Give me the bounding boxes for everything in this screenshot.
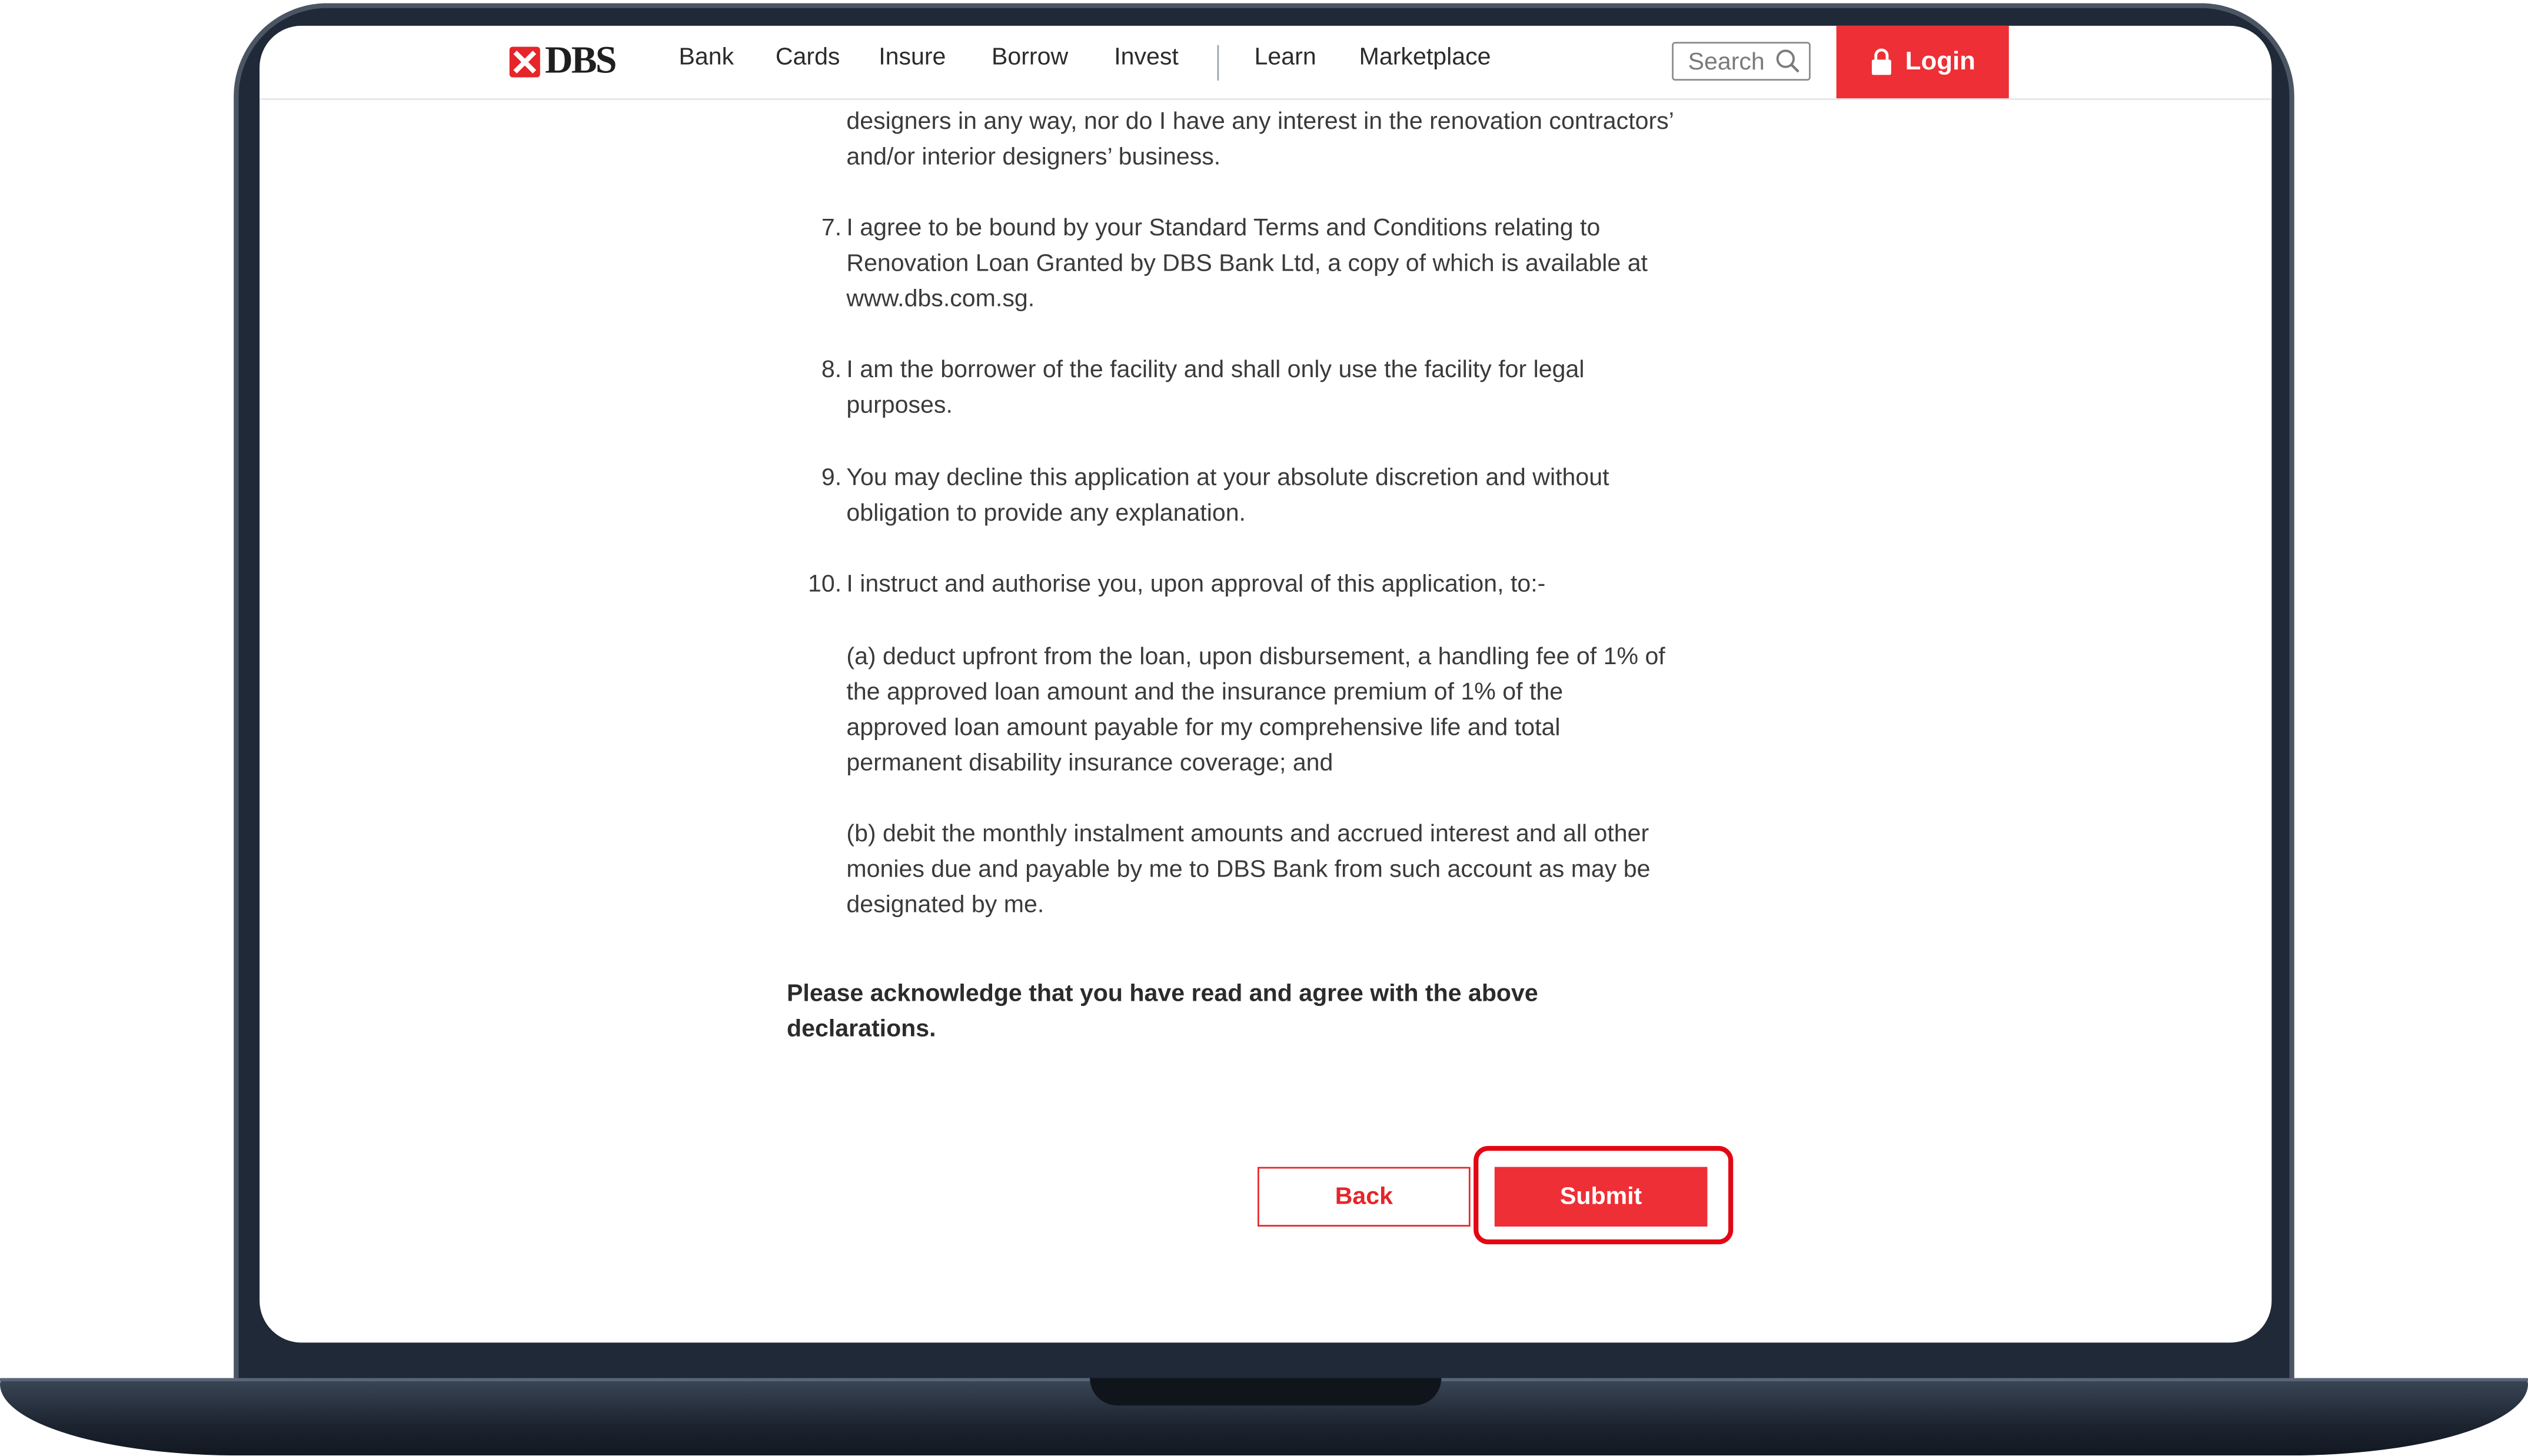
declaration-number: 10. (808, 570, 842, 598)
declarations-content (260, 26, 2271, 1342)
declaration-line: I instruct and authorise you, upon approval of this application, to:- (846, 570, 1546, 598)
acknowledgement-line: declarations. (787, 1015, 936, 1043)
declaration-line: approved loan amount payable for my comprehensive life and total (846, 714, 1561, 742)
search-icon (1775, 48, 1801, 74)
back-button-label: Back (1335, 1183, 1393, 1211)
nav-learn[interactable]: Learn (1254, 43, 1316, 71)
declaration-line: obligation to provide any explanation. (846, 499, 1246, 527)
declaration-line: (b) debit the monthly instalment amounts and accrued interest and all other (846, 820, 1649, 848)
lock-icon (1870, 48, 1892, 76)
nav-divider (1218, 45, 1219, 81)
declaration-line: You may decline this application at your absolute discretion and without (846, 464, 1609, 492)
declaration-line: designated by me. (846, 891, 1045, 919)
dbs-logo[interactable] (510, 42, 616, 81)
declaration-line: Renovation Loan Granted by DBS Bank Ltd, a copy of which is available at (846, 249, 1648, 278)
declaration-line: permanent disability insurance coverage; and (846, 749, 1333, 777)
declaration-line: and/or interior designers’ business. (846, 143, 1221, 171)
browser-screen (260, 26, 2271, 1342)
nav-bank[interactable]: Bank (678, 43, 734, 71)
declaration-line: I am the borrower of the facility and shall only use the facility for legal (846, 356, 1585, 384)
back-button[interactable] (1258, 1167, 1471, 1227)
declaration-line: designers in any way, nor do I have any interest in the renovation contractors’ (846, 108, 1674, 136)
nav-insure[interactable]: Insure (879, 43, 946, 71)
declaration-number: 8. (821, 356, 842, 384)
laptop-notch (1090, 1378, 1441, 1406)
site-header (260, 26, 2271, 100)
acknowledgement-text (787, 977, 1538, 1048)
login-button[interactable] (1837, 26, 2009, 98)
declaration-line: the approved loan amount and the insurance premium of 1% of the (846, 678, 1564, 707)
search-box[interactable] (1672, 42, 1811, 81)
nav-invest[interactable]: Invest (1114, 43, 1179, 71)
nav-borrow[interactable]: Borrow (991, 43, 1069, 71)
submit-highlight-outline (1473, 1146, 1733, 1244)
declaration-line: monies due and payable by me to DBS Bank from such account as may be (846, 855, 1651, 884)
nav-cards[interactable]: Cards (775, 43, 840, 71)
nav-marketplace[interactable]: Marketplace (1359, 43, 1491, 71)
declaration-number: 7. (821, 214, 842, 242)
declaration-number: 9. (821, 464, 842, 492)
dbs-star-icon (510, 46, 540, 76)
declaration-line: www.dbs.com.sg. (846, 285, 1035, 313)
declaration-line: (a) deduct upfront from the loan, upon disbursement, a handling fee of 1% of (846, 643, 1665, 671)
logo-text: DBS (545, 40, 616, 82)
submit-button-label: Submit (1559, 1183, 1642, 1211)
search-label: Search (1688, 48, 1765, 76)
login-label: Login (1905, 47, 1975, 75)
declaration-line: purposes. (846, 391, 953, 419)
acknowledgement-line: Please acknowledge that you have read and agree with the above (787, 979, 1538, 1008)
declaration-line: I agree to be bound by your Standard Terms and Conditions relating to (846, 214, 1601, 242)
